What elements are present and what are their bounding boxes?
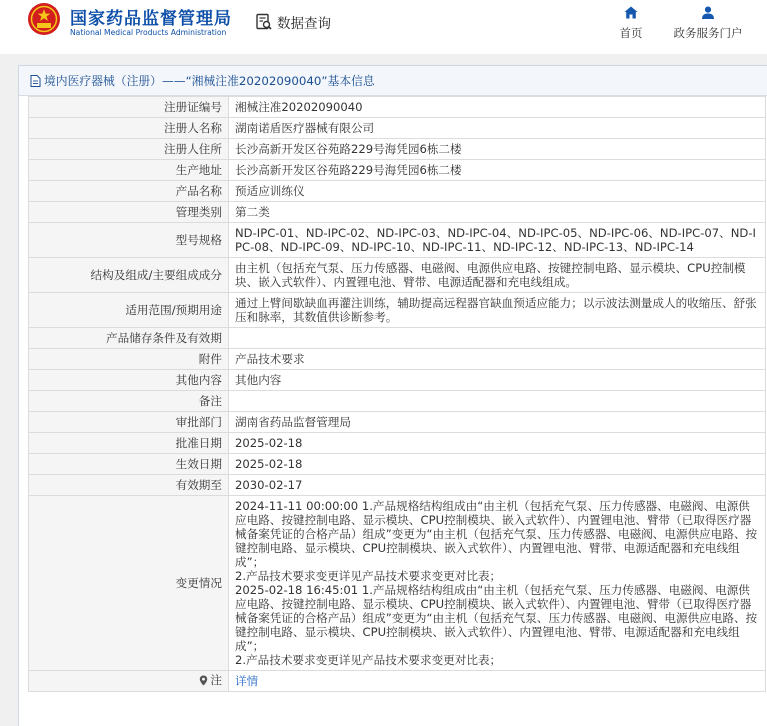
document-icon <box>30 75 41 87</box>
table-row <box>29 139 766 160</box>
row-value: 由主机（包括充气泵、压力传感器、电磁阀、电源供应电路、按键控制电路、显示模块、CPU控制模块、嵌入式软件）、内置锂电池、臂带、电源适配器和充电线组成。 <box>229 258 766 293</box>
row-label: 注册人住所 <box>29 139 229 160</box>
home-icon <box>624 6 638 19</box>
row-label: 适用范围/预期用途 <box>29 293 229 328</box>
table-row <box>29 349 766 370</box>
row-label: 附件 <box>29 349 229 370</box>
table-row <box>29 223 766 258</box>
row-label: 备注 <box>29 391 229 412</box>
nav-home-label: 首页 <box>619 26 643 40</box>
data-query-label: 数据查询 <box>277 16 331 32</box>
nav-service-portal-label: 政务服务门户 <box>673 26 743 40</box>
table-row <box>29 391 766 412</box>
detail-panel <box>18 65 767 726</box>
table-row <box>29 433 766 454</box>
row-value: 2030-02-17 <box>229 475 766 496</box>
brand-subtitle: National Medical Products Administration <box>70 28 227 37</box>
change-history-value: 2024-11-11 00:00:00 1.产品规格结构组成由“由主机（包括充气泵、压力传感器、电磁阀、电源供应电路、按键控制电路、显示模块、CPU控制模块、嵌入式软件）、内置锂电池、臂带（已取得医疗器械备案凭证的合格产品）组成”变更为“由主机（包括充气泵、压力传感器、电磁阀、电源供应电路、按键控制电路、显示模块、CPU控制模块、嵌入式软件）、内置锂电池、臂带、电源适配器和充电线组成”； 2.产品技术要求变更详见产品技术要求变更对比表； 2025-02-18 16:45:01 1.产品规格结构组成由“由主机（包括充气泵、压力传感器、电磁阀、电源供应电路、按键控制电路、显示模块、CPU控制模块、嵌入式软件）、内置锂电池、臂带（已取得医疗器械备案凭证的合格产品）组成”变更为“由主机（包括充气泵、压力传感器、电磁阀、电源供应电路、按键控制电路、显示模块、CPU控制模块、嵌入式软件）、内置锂电池、臂带、电源适配器和充电线组成”； 2.产品技术要求变更详见产品技术要求变更对比表； <box>229 496 766 671</box>
table-row <box>29 412 766 433</box>
row-label: 产品名称 <box>29 181 229 202</box>
row-value: 长沙高新开发区谷苑路229号海凭园6栋二楼 <box>229 160 766 181</box>
row-value: 产品技术要求 <box>229 349 766 370</box>
row-value: 湘械注准20202090040 <box>229 97 766 118</box>
details-link[interactable]: 详情 <box>235 674 259 688</box>
registration-info-table <box>28 96 766 692</box>
note-label-cell <box>29 671 229 692</box>
row-value: 预适应训练仪 <box>229 181 766 202</box>
note-value-cell <box>229 671 766 692</box>
nav-service-portal[interactable] <box>668 6 748 41</box>
table-row <box>29 370 766 391</box>
row-label: 审批部门 <box>29 412 229 433</box>
brand-title: 国家药品监督管理局 <box>70 9 232 29</box>
row-value <box>229 391 766 412</box>
document-search-icon <box>255 13 273 31</box>
row-label: 有效期至 <box>29 475 229 496</box>
row-label: 注册人名称 <box>29 118 229 139</box>
table-row <box>29 328 766 349</box>
table-row <box>29 454 766 475</box>
row-value: 2025-02-18 <box>229 433 766 454</box>
row-label: 管理类别 <box>29 202 229 223</box>
row-label: 产品储存条件及有效期 <box>29 328 229 349</box>
row-label: 结构及组成/主要组成成分 <box>29 258 229 293</box>
row-value: 其他内容 <box>229 370 766 391</box>
data-query-link[interactable] <box>255 12 331 32</box>
national-emblem-logo <box>27 2 61 36</box>
table-row <box>29 496 766 671</box>
row-value: 通过上臂间歇缺血再灌注训练，辅助提高远程器官缺血预适应能力；以示波法测量成人的收缩压、舒张压和脉率，其数值供诊断参考。 <box>229 293 766 328</box>
table-row <box>29 202 766 223</box>
row-label: 变更情况 <box>29 496 229 671</box>
row-label: 型号规格 <box>29 223 229 258</box>
row-value: 湖南省药品监督管理局 <box>229 412 766 433</box>
row-value: 长沙高新开发区谷苑路229号海凭园6栋二楼 <box>229 139 766 160</box>
site-header <box>0 0 767 50</box>
row-label: 其他内容 <box>29 370 229 391</box>
person-icon <box>701 6 715 19</box>
row-label: 生产地址 <box>29 160 229 181</box>
pin-icon <box>199 675 208 686</box>
table-row <box>29 118 766 139</box>
breadcrumb-text: 境内医疗器械（注册）——“湘械注准20202090040”基本信息 <box>44 73 375 88</box>
table-row <box>29 181 766 202</box>
table-row <box>29 160 766 181</box>
note-label: 注 <box>210 673 222 688</box>
table-row <box>29 671 766 692</box>
row-label: 生效日期 <box>29 454 229 475</box>
content-background <box>0 54 767 726</box>
row-value: 第二类 <box>229 202 766 223</box>
table-row <box>29 475 766 496</box>
row-value: 2025-02-18 <box>229 454 766 475</box>
table-row <box>29 97 766 118</box>
row-value: 湖南诺盾医疗器械有限公司 <box>229 118 766 139</box>
nav-home[interactable] <box>617 6 645 41</box>
row-value <box>229 328 766 349</box>
row-label: 批准日期 <box>29 433 229 454</box>
row-value: ND-IPC-01、ND-IPC-02、ND-IPC-03、ND-IPC-04、ND-IPC-05、ND-IPC-06、ND-IPC-07、ND-IPC-08、ND-IPC-09、ND-IPC-10、ND-IPC-11、ND-IPC-12、ND-IPC-13、ND-IPC-14 <box>229 223 766 258</box>
table-row <box>29 258 766 293</box>
breadcrumb <box>19 66 767 96</box>
row-label: 注册证编号 <box>29 97 229 118</box>
table-row <box>29 293 766 328</box>
